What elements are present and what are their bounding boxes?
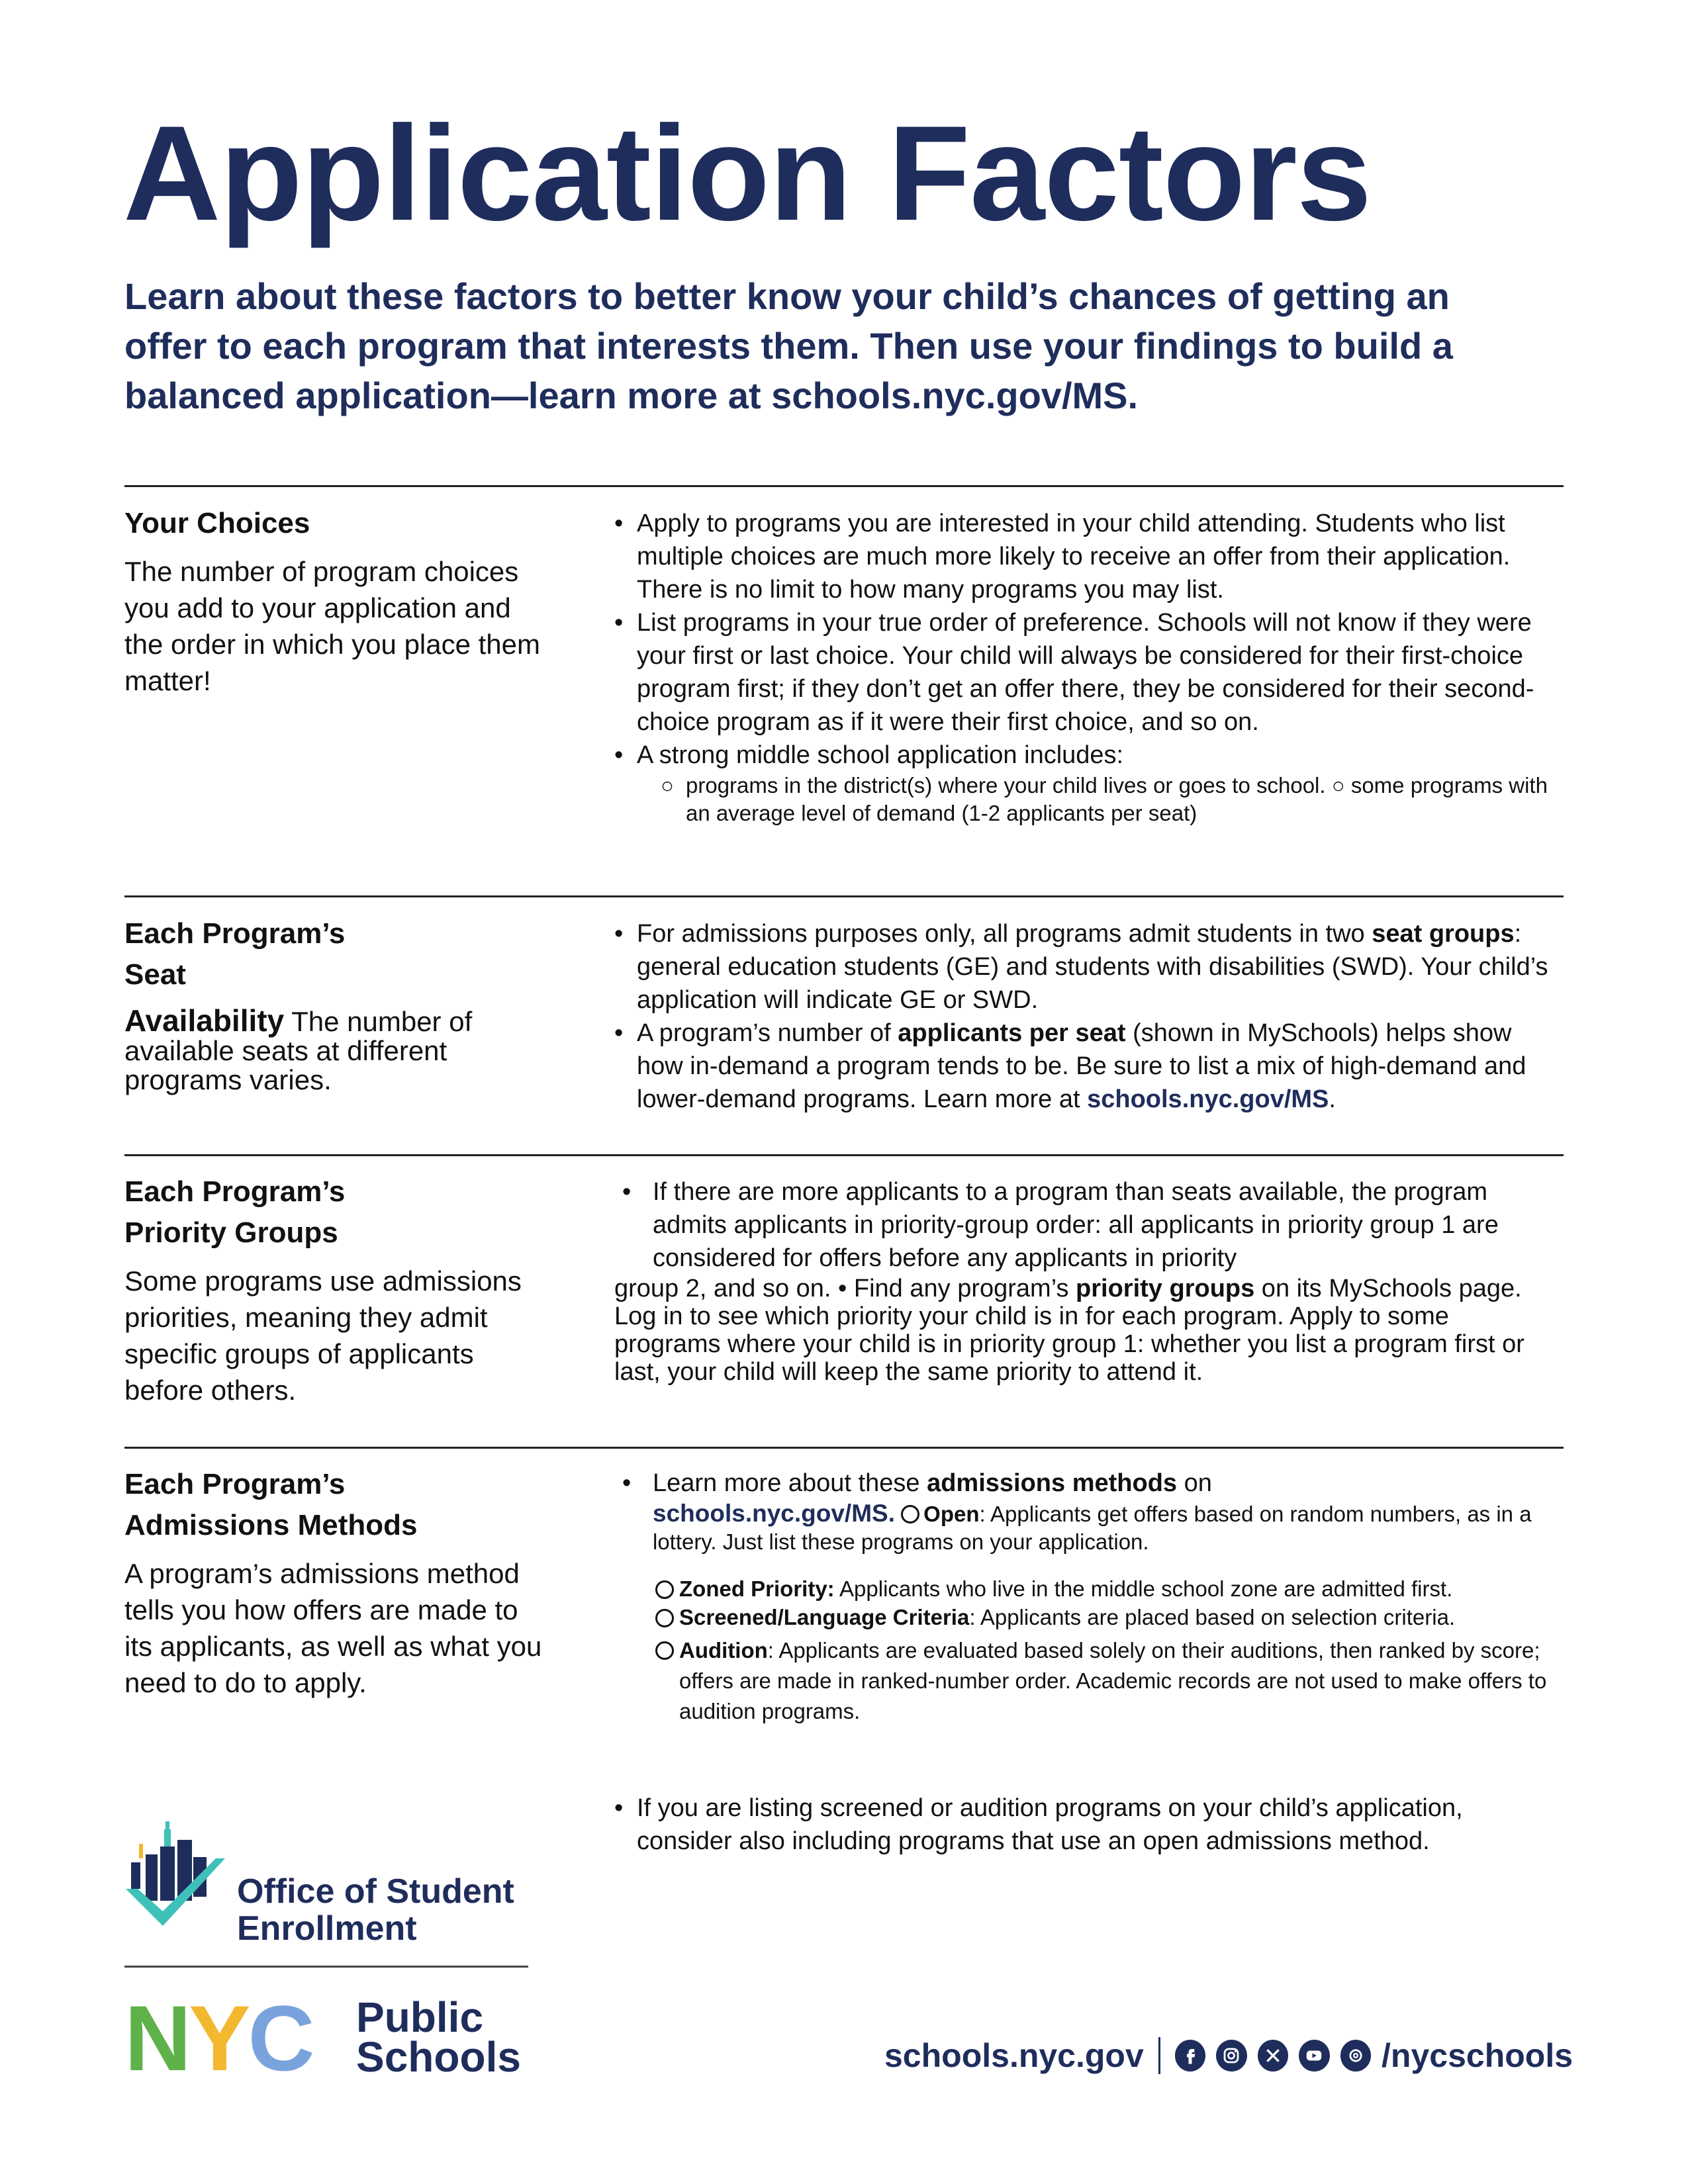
youtube-icon[interactable]: [1299, 2040, 1329, 2071]
method-audition: Audition: Applicants are evaluated based solely on their auditions, then ranked by score; offers are made in ranked-number order. Academic records are not used to make offers to audition programs.: [655, 1635, 1561, 1727]
nyc-letter: Y: [189, 1986, 248, 2090]
divider: [124, 485, 1564, 487]
choices-bullet: • Apply to programs you are interested in your child attending. Students who list multiple choices are much more likely to receive an offer from their application. There is no limit to how many programs you may list.: [614, 507, 1561, 606]
choices-right: [614, 507, 1561, 827]
choices-bullet: • List programs in your true order of preference. Schools will not know if they were your first or last choice. Your child will always be considered for their first-choice program first; if they don’t get an offer there, they be considered for their second-choice program as if it were their first choice, and so on.: [614, 606, 1561, 739]
seats-link[interactable]: schools.nyc.gov/MS: [1087, 1085, 1329, 1113]
threads-icon[interactable]: [1340, 2040, 1371, 2071]
choices-title: Your Choices: [124, 507, 310, 539]
divider: [124, 1154, 1564, 1156]
choices-bullet: • A strong middle school application includes: ○ programs in the district(s) where your child lives or goes to school. ○ some programs with an average level of demand (1-2 applicants per seat): [614, 739, 1561, 827]
seats-title: Each Program’s Seat: [124, 917, 346, 991]
methods-desc: A program’s admissions method tells you how offers are made to its applicants, as well as what you need to do to apply.: [124, 1558, 542, 1698]
footer: [884, 2029, 1573, 2082]
instagram-icon[interactable]: [1216, 2040, 1246, 2071]
circle-icon: [655, 1580, 674, 1599]
nyc-letter: N: [124, 1986, 189, 2090]
nyc-letter: C: [248, 1986, 312, 2090]
intro-link[interactable]: schools.nyc.gov/MS: [771, 375, 1128, 416]
choices-subbullet: ○ programs in the district(s) where your child lives or goes to school. ○ some programs with an average level of demand (1-2 applicants per seat): [661, 772, 1561, 827]
nyc-public-schools-logo: [124, 1986, 521, 2090]
divider: [124, 895, 1564, 897]
methods-list: [614, 1574, 1561, 1727]
priority-desc: Some programs use admissions priorities, meaning they admit specific groups of applicants before others.: [124, 1265, 522, 1406]
priority-title: Each Program’s Priority Groups: [124, 1175, 346, 1249]
seats-desc: Availability The number of available seats at different programs varies.: [124, 1003, 473, 1095]
method-screened: Screened/Language Criteria: Applicants are placed based on selection criteria.: [655, 1603, 1561, 1631]
ose-logo: [124, 1820, 514, 1948]
priority-right: [614, 1175, 1561, 1386]
circle-icon: [655, 1609, 674, 1627]
public-schools-name: Public Schools: [356, 1993, 521, 2081]
seats-right: [614, 917, 1561, 1116]
footer-separator: [1158, 2037, 1160, 2074]
choices-left: [124, 503, 548, 699]
page-title: Application Factors: [123, 98, 1372, 249]
method-zoned: Zoned Priority: Applicants who live in the middle school zone are admitted first.: [655, 1574, 1561, 1603]
ose-name: Office of Student Enrollment: [237, 1872, 514, 1948]
methods-bullet: • Learn more about these admissions methods on: [622, 1469, 1212, 1497]
circle-icon: [655, 1641, 674, 1660]
methods-open: schools.nyc.gov/MS. Open: Applicants get offers based on random numbers, as in a lottery. Just list these programs on your application.: [653, 1500, 1532, 1554]
methods-bullet-2: • If you are listing screened or audition programs on your child’s application, consider also including programs that use an open admissions method.: [614, 1792, 1561, 1858]
priority-bullet-2: group 2, and so on. • Find any program’s priority groups on its MySchools page. Log in to see which priority your child is in for each program. Apply to some programs where your child is in priority group 1: whether you list a program first or last, your child will keep the same priority to attend it.: [614, 1275, 1524, 1386]
seats-bullet: • A program’s number of applicants per seat (shown in MySchools) helps show how in-demand a program tends to be. Be sure to list a mix of high-demand and lower-demand programs. Learn more at schools.nyc.gov/MS.: [614, 1017, 1561, 1116]
footer-site-link[interactable]: schools.nyc.gov: [884, 2037, 1144, 2074]
seats-left: [124, 913, 548, 1095]
methods-link[interactable]: schools.nyc.gov/MS.: [653, 1500, 895, 1527]
nyc-letters: [124, 1986, 312, 2090]
facebook-icon[interactable]: [1175, 2040, 1205, 2071]
methods-left: [124, 1464, 548, 1701]
logo-divider: [124, 1966, 528, 1968]
circle-icon: [901, 1505, 919, 1524]
methods-title: Each Program’s Admissions Methods: [124, 1468, 418, 1541]
seats-bullet: • For admissions purposes only, all programs admit students in two seat groups: general education students (GE) and students with disabilities (SWD). Your child’s application will indicate GE or SWD.: [614, 917, 1561, 1017]
skyline-check-icon: [124, 1820, 230, 1933]
intro-text: Learn about these factors to better know your child’s chances of getting an offer to each program that interests them. Then use your findings to build a balanced application—learn more at schools.nyc.gov/MS.: [124, 275, 1453, 416]
x-icon[interactable]: [1258, 2040, 1288, 2071]
priority-bullet: • If there are more applicants to a program than seats available, the program admits applicants in priority-group order: all applicants in priority group 1 are considered for offers before any applicants in priority: [622, 1178, 1499, 1272]
footer-handle[interactable]: /nycschools: [1382, 2037, 1573, 2074]
priority-left: [124, 1171, 548, 1408]
methods-right: [614, 1467, 1561, 1858]
choices-desc: The number of program choices you add to your application and the order in which you place them matter!: [124, 556, 541, 696]
divider: [124, 1447, 1564, 1449]
